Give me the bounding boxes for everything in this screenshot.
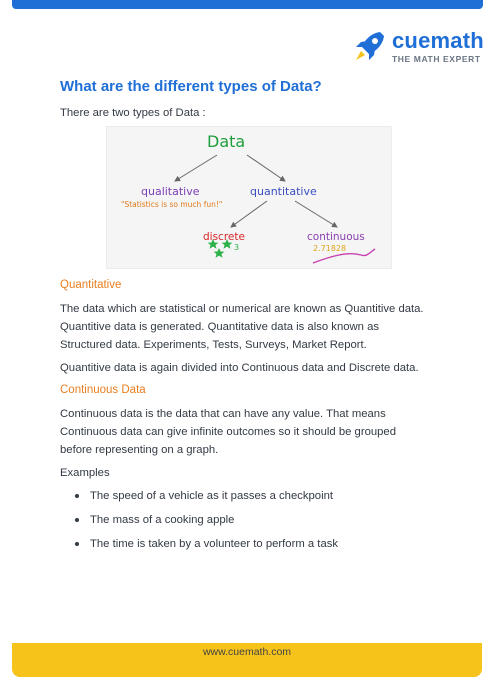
intro-text: There are two types of Data : (60, 107, 206, 119)
quantitative-paragraph-2: Quantitive data is again divided into Continuous data and Discrete data. (60, 362, 419, 374)
list-item (72, 510, 452, 534)
brand-name-prefix: cue (392, 28, 431, 53)
quantitative-paragraph-1-line-1: The data which are statistical or numerical are known as Quantitive data. (60, 303, 424, 315)
continuous-paragraph-line-1: Continuous data is the data that can have any value. That means (60, 408, 386, 420)
diagram-quantitative-label: quantitative (250, 185, 317, 198)
continuous-heading: Continuous Data (60, 384, 146, 396)
list-item (72, 486, 452, 510)
bullet-dot-icon (75, 518, 79, 522)
diagram-root-label: Data (207, 132, 246, 151)
continuous-paragraph-line-2: Continuous data can give infinite outcomes so it should be grouped (60, 426, 396, 438)
brand-name-suffix: math (430, 28, 484, 53)
continuous-paragraph-line-3: before representing on a graph. (60, 444, 219, 456)
list-item-text: The speed of a vehicle as it passes a checkpoint (90, 490, 334, 502)
footer-bar (12, 643, 482, 677)
bullet-dot-icon (75, 542, 79, 546)
top-accent-bar (12, 0, 483, 9)
quantitative-paragraph-1-line-3: Structured data. Experiments, Tests, Surveys, Market Report. (60, 339, 367, 351)
quantitative-heading: Quantitative (60, 279, 122, 291)
bullet-dot-icon (75, 494, 79, 498)
diagram-discrete-label: discrete (203, 231, 245, 243)
list-item (72, 534, 452, 558)
list-item-text: The time is taken by a volunteer to perform a task (90, 538, 339, 550)
data-types-diagram (106, 126, 392, 269)
diagram-continuous-example: 2.71828 (313, 244, 347, 253)
rocket-icon (350, 28, 388, 66)
brand-name (392, 30, 484, 52)
list-item-text: The mass of a cooking apple (90, 514, 235, 526)
footer-website-link[interactable]: www.cuemath.com (202, 646, 292, 658)
page-title: What are the different types of Data? (60, 78, 322, 95)
diagram-arrows (107, 127, 393, 270)
diagram-continuous-label: continuous (307, 231, 365, 243)
arrow-data-quantitative (247, 155, 285, 181)
arrow-quantitative-continuous (295, 201, 337, 227)
examples-label: Examples (60, 467, 110, 479)
arrow-data-qualitative (175, 155, 217, 181)
examples-list (72, 486, 452, 558)
brand-tagline: THE MATH EXPERT (392, 54, 481, 64)
diagram-discrete-count: 3 (234, 243, 240, 252)
quantitative-paragraph-1-line-2: Quantitive data is generated. Quantitative data is also known as (60, 321, 380, 333)
diagram-qualitative-label: qualitative (141, 185, 200, 198)
arrow-quantitative-discrete (231, 201, 267, 227)
diagram-qualitative-example: "Statistics is so much fun!" (121, 200, 223, 209)
cuemath-logo[interactable] (350, 28, 482, 68)
